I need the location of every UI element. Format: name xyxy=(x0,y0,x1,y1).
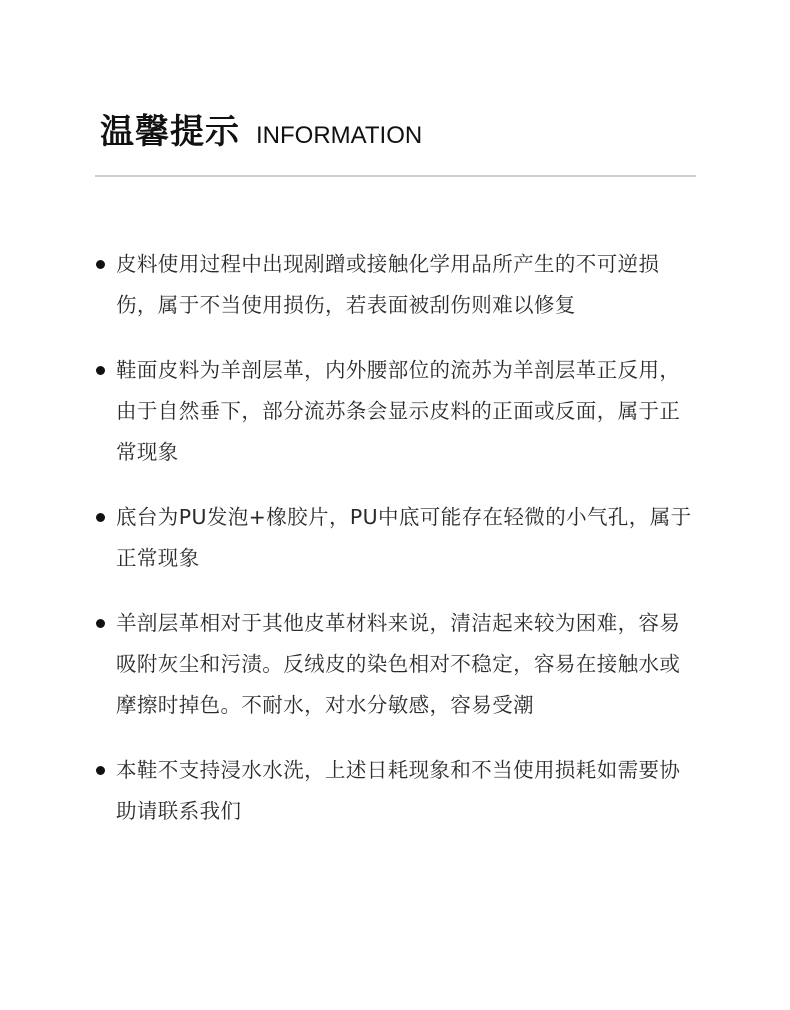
bullet-dot-icon xyxy=(96,513,105,522)
notice-item xyxy=(96,750,696,832)
notice-text: 本鞋不支持浸水水洗，上述日耗现象和不当使用损耗如需要协助请联系我们 xyxy=(116,758,681,823)
notice-text: 皮料使用过程中出现剐蹭或接触化学用品所产生的不可逆损伤，属于不当使用损伤，若表面被刮伤则难以修复 xyxy=(116,252,660,317)
bullet-dot-icon xyxy=(96,260,105,269)
notice-text: 鞋面皮料为羊剖层革，内外腰部位的流苏为羊剖层革正反用，由于自然垂下，部分流苏条会显示皮料的正面或反面，属于正常现象 xyxy=(116,358,681,464)
page-title-english: INFORMATION xyxy=(256,122,423,149)
notice-item xyxy=(96,497,696,579)
notice-item xyxy=(96,603,696,726)
notice-list xyxy=(96,244,696,856)
bullet-dot-icon xyxy=(96,619,105,628)
page-title: 温馨提示 xyxy=(100,112,240,152)
bullet-dot-icon xyxy=(96,366,105,375)
bullet-dot-icon xyxy=(96,766,105,775)
header-divider xyxy=(95,175,696,177)
notice-item xyxy=(96,350,696,473)
notice-text: 底台为PU发泡+橡胶片，PU中底可能存在轻微的小气孔，属于正常现象 xyxy=(116,505,692,570)
page-header xyxy=(100,104,422,153)
notice-item xyxy=(96,244,696,326)
notice-text: 羊剖层革相对于其他皮革材料来说，清洁起来较为困难，容易吸附灰尘和污渍。反绒皮的染色相对不稳定，容易在接触水或摩擦时掉色。不耐水，对水分敏感，容易受潮 xyxy=(116,611,681,717)
